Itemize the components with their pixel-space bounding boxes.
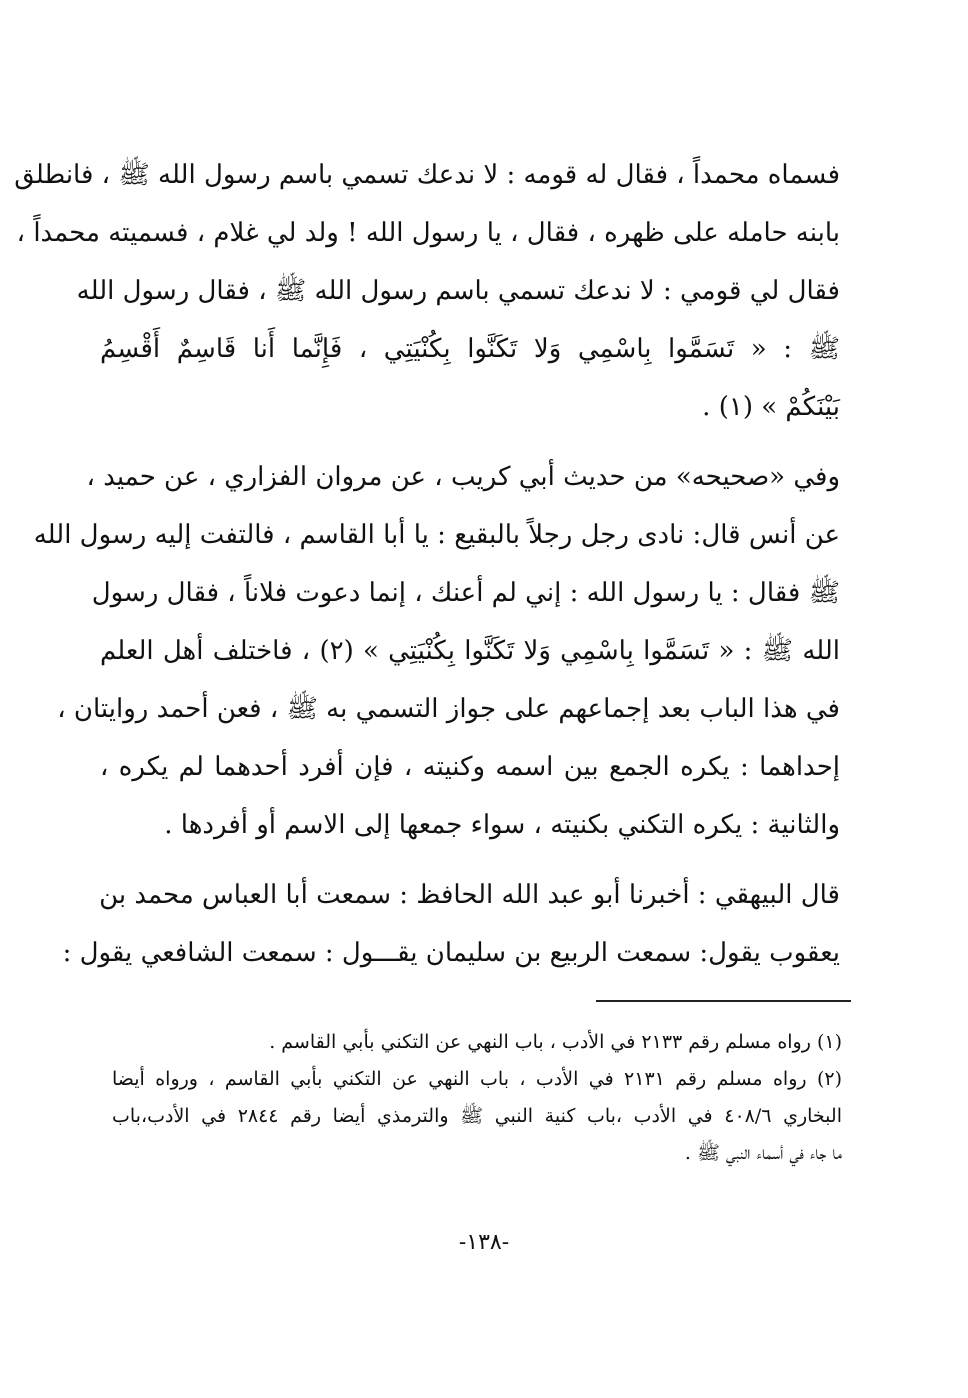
text-line: وفي «صحيحه» من حديث أبي كريب ، عن مروان الفزاري ، عن حميد ، (86, 462, 840, 492)
paragraph-gap (100, 854, 840, 866)
text-line: يعقوب يقول: سمعت الربيع بن سليمان يقـــول : سمعت الشافعي يقول : (62, 938, 840, 968)
footnotes (112, 1024, 842, 1172)
text-line: ﷺ : « تَسَمَّوا بِاسْمِي وَلا تَكَنَّوا بِكُنْيَتِي ، فَإِنَّما أَنا قَاسِمٌ أَقْسِمُ (100, 334, 840, 364)
text-line: والثانية : يكره التكني بكنيته ، سواء جمعها إلى الاسم أو أفردها . (164, 810, 840, 840)
body-text (14, 146, 841, 982)
paragraph-gap (100, 436, 840, 448)
text-line: الله ﷺ : « تَسَمَّوا بِاسْمِي وَلا تَكَنَّوا بِكُنْيَتِي » (٢) ، فاختلف أهل العلم (100, 636, 841, 666)
paragraph-2 (33, 448, 841, 854)
text-line: ﷺ فقال : يا رسول الله : إني لم أعنك ، إنما دعوت فلاناً ، فقال رسول (91, 578, 840, 608)
footnote-line: (٢) رواه مسلم رقم ٢١٣١ في الأدب ، باب النهي عن التكني بأبي القاسم ، ورواه أيضا (112, 1068, 842, 1090)
paragraph-3 (62, 866, 840, 982)
text-line: بَيْنَكُمْ » (١) . (702, 392, 840, 422)
text-line: إحداهما : يكره الجمع بين اسمه وكنيته ، فإن أفرد أحدهما لم يكره ، (100, 752, 840, 782)
text-line: عن أنس قال: نادى رجل رجلاً بالبقيع : يا أبا القاسم ، فالتفت إليه رسول الله (33, 520, 840, 550)
page-number: -١٣٨- (458, 1230, 510, 1255)
text-line: فقال لي قومي : لا ندعك تسمي باسم رسول الله ﷺ ، فقال رسول الله (76, 276, 840, 306)
text-line: في هذا الباب بعد إجماعهم على جواز التسمي به ﷺ ، فعن أحمد روايتان ، (57, 694, 840, 724)
footnote-line: ما جاء في أسماء النبي ﷺ . (684, 1142, 842, 1164)
text-line: قال البيهقي : أخبرنا أبو عبد الله الحافظ : سمعت أبا العباس محمد بن (99, 880, 840, 910)
text-line: بابنه حامله على ظهره ، فقال ، يا رسول الله ! ولد لي غلام ، فسميته محمداً ، (16, 218, 840, 248)
paragraph-1 (14, 146, 840, 436)
footnote-line: (١) رواه مسلم رقم ٢١٣٣ في الأدب ، باب النهي عن التكني بأبي القاسم . (269, 1031, 842, 1053)
text-line: فسماه محمداً ، فقال له قومه : لا ندعك تسمي باسم رسول الله ﷺ ، فانطلق (14, 160, 840, 190)
footnote-divider (596, 1000, 851, 1002)
footnote-line: البخاري ٤٠٨/٦ في الأدب ،باب كنية النبي ﷺ والترمذي أيضا رقم ٢٨٤٤ في الأدب،باب (112, 1105, 842, 1127)
